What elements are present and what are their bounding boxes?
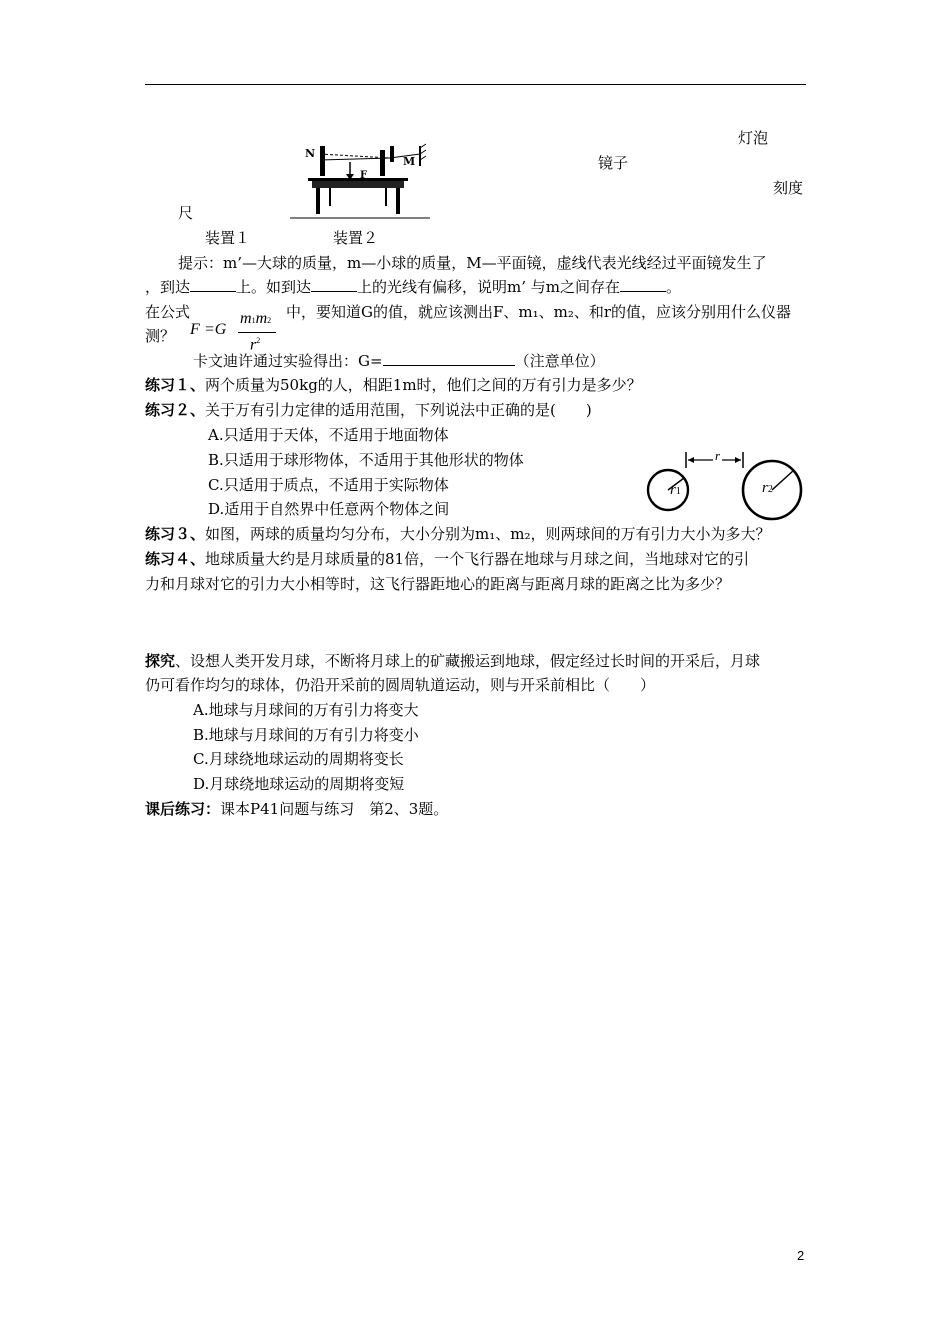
two-spheres-figure [640,448,810,528]
formula-line-2: 测？ [145,327,176,345]
hint-text-d: 。 [666,278,682,296]
exercise-2-text: 关于万有引力定律的适用范围，下列说法中正确的是( ) [205,401,592,419]
homework-label: 课后练习： [145,800,221,818]
formula-numerator [240,310,271,328]
formula-fraction-bar [238,332,276,333]
formula-f: F [190,321,200,338]
exercise-2-label: 练习２、 [145,401,206,419]
cavendish-prefix: 卡文迪许通过实验得出：G= [193,352,383,370]
explore-line-2: 仍可看作均匀的球体，仍沿开采前的圆周轨道运动，则与开采前相比（ ） [145,676,656,694]
exercise-4-line-2: 力和月球对它的引力大小相等时，这飞行器距地心的距离与距离月球的距离之比为多少？ [145,575,731,593]
label-mirror: 镜子 [598,154,629,172]
header-rule [145,84,806,85]
page-number: 2 [797,1248,805,1263]
explore [145,651,760,671]
formula-sub2: 2 [267,316,272,325]
label-device-2: 装置２ [333,229,379,247]
sphere-2-sub: 2 [767,484,773,495]
label-bulb: 灯泡 [738,129,769,147]
exercise-2-option-d: D.适用于自然界中任意两个物体之间 [208,500,450,518]
apparatus-label-f: F [360,170,368,181]
apparatus-label-n: N [305,147,316,160]
exercise-2-option-c: C.只适用于质点，不适用于实际物体 [208,476,449,494]
formula-sub1: 1 [251,316,256,325]
homework-text: 课本P41问题与练习 第2、3题。 [220,800,449,818]
hint-blank-1 [190,277,236,292]
sphere-2-radius-label [762,478,773,500]
apparatus-label-m: M [403,155,416,168]
cavendish-blank [383,351,515,366]
hint-text-a: ，到达 [145,278,191,296]
homework [145,799,448,819]
explore-option-c: C.月球绕地球运动的周期将变长 [193,750,404,768]
sphere-distance-r: r [715,448,721,463]
exercise-1-label: 练习１、 [145,376,206,394]
sphere-distance-label [713,449,722,463]
sphere-1-radius-label [670,480,681,502]
hint-text-b: 上。如到达 [236,278,312,296]
sphere-1-r: r [670,482,676,498]
exercise-4-label: 练习４、 [145,550,206,568]
formula-r: r [250,336,257,354]
label-scale-b: 尺 [178,204,194,222]
explore-text-1: 、设想人类开发月球，不断将月球上的矿藏搬运到地球，假定经过长时间的开采后，月球 [175,652,761,670]
hint-blank-3 [620,277,666,292]
exercise-3 [145,524,771,544]
explore-option-a: A.地球与月球间的万有引力将变大 [193,701,419,719]
hint-line-2 [145,277,681,297]
formula-prefix: 在公式 [145,303,191,321]
exercise-1 [145,375,642,395]
label-device-1: 装置１ [205,229,251,247]
formula-sup2: 2 [256,336,261,345]
label-scale-a: 刻度 [773,179,804,197]
formula-m1: m [240,310,252,327]
explore-option-b: B.地球与月球间的万有引力将变小 [193,726,419,744]
formula-text: 中，要知道G的值，就应该测出F、m₁、m₂、和r的值，应该分别用什么仪器 [286,303,792,321]
exercise-4 [145,549,749,569]
exercise-2-option-b: B.只适用于球形物体，不适用于其他形状的物体 [208,451,524,469]
sphere-1-sub: 1 [675,486,681,497]
explore-label: 探究 [145,652,176,670]
formula-m2: m [255,310,268,327]
formula-eq-g: =G [204,321,227,338]
exercise-1-text: 两个质量为50kg的人，相距1m时，他们之间的万有引力是多少？ [205,376,642,394]
hint-text-c: 上的光线有偏移，说明m’ 与m之间存在 [357,278,621,296]
exercise-2-option-a: A.只适用于天体，不适用于地面物体 [208,426,449,444]
explore-option-d: D.月球绕地球运动的周期将变短 [193,775,405,793]
hint-line-1: 提示：m’—大球的质量，m—小球的质量，M—平面镜，虚线代表光线经过平面镜发生了 [178,254,767,272]
exercise-2 [145,400,592,420]
exercise-3-label: 练习３、 [145,525,206,543]
sphere-2-r: r [762,480,768,496]
cavendish-line [193,351,605,371]
cavendish-suffix: （注意单位） [514,352,605,370]
exercise-3-text: 如图，两球的质量均匀分布，大小分别为m₁、m₂，则两球间的万有引力大小为多大？ [205,525,771,543]
hint-blank-2 [311,277,357,292]
exercise-4-text-1: 地球质量大约是月球质量的81倍，一个飞行器在地球与月球之间，当地球对它的引 [205,550,750,568]
